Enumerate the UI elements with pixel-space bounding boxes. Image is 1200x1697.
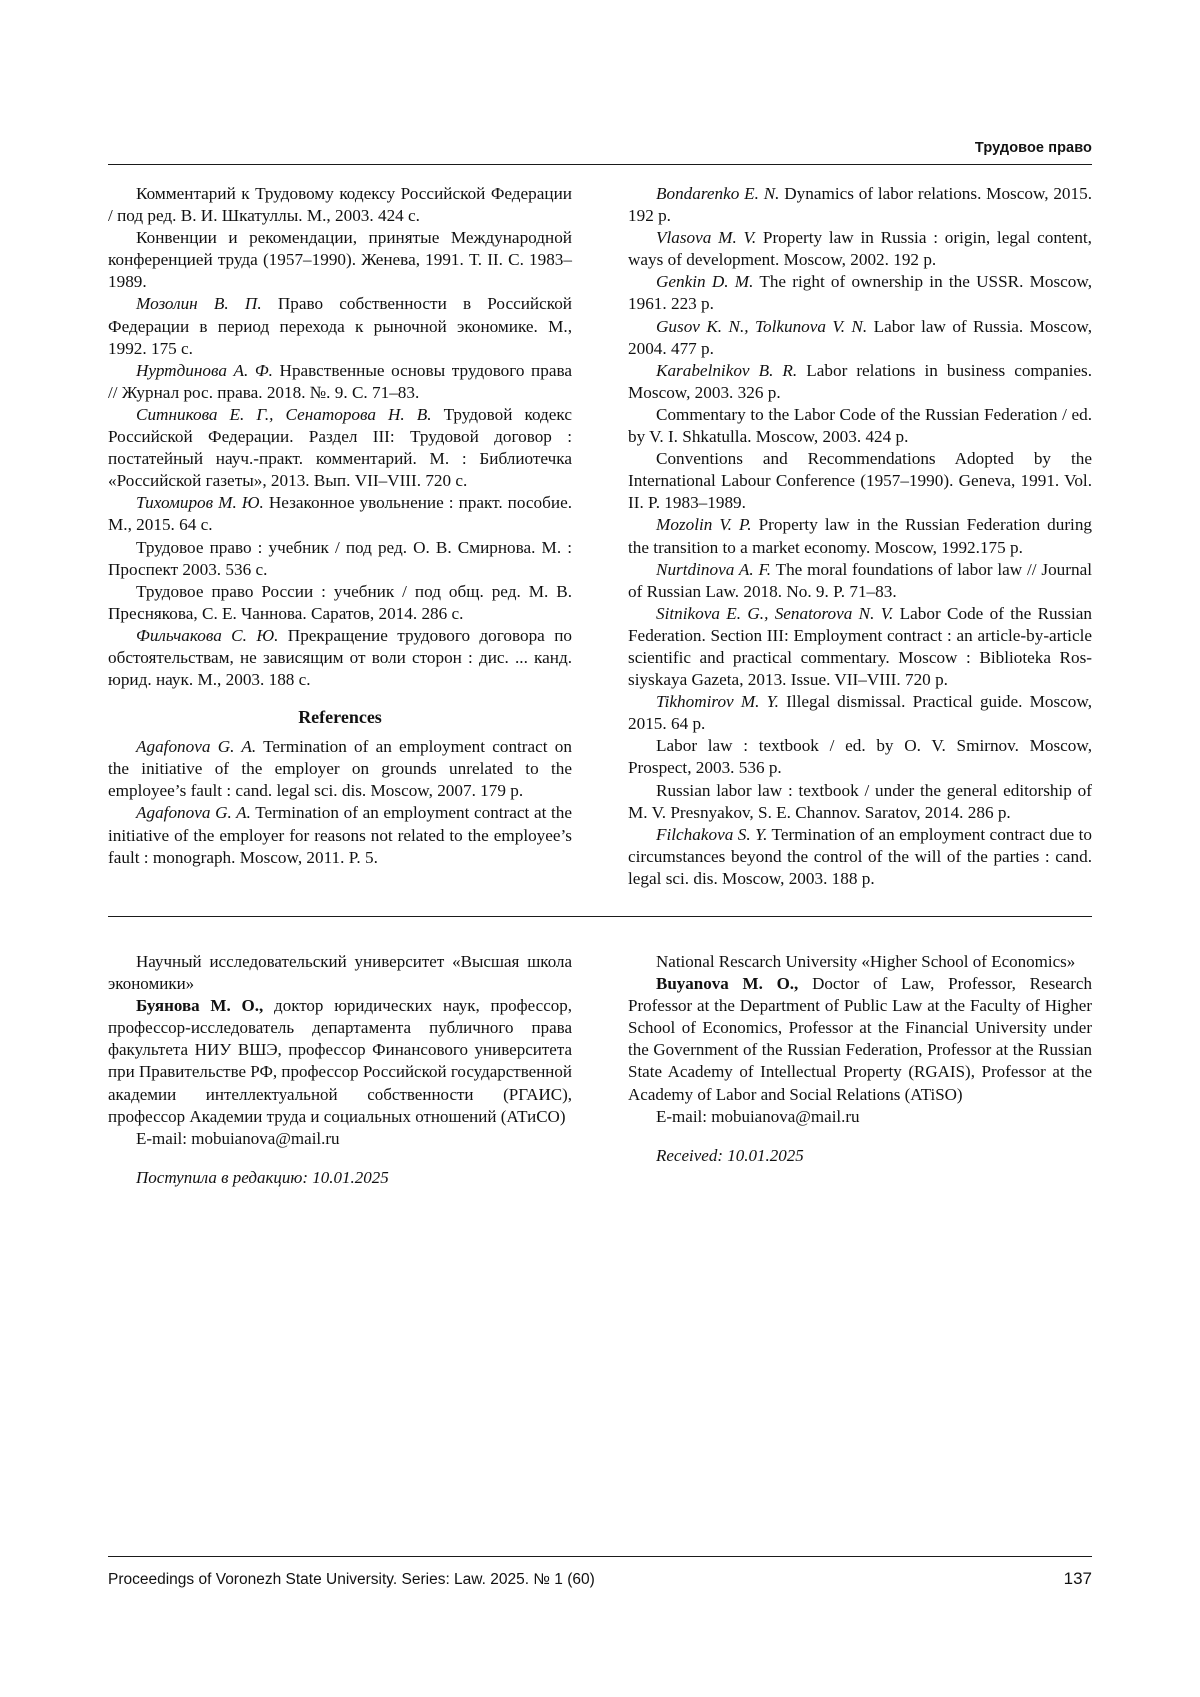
list-item — [628, 514, 1092, 558]
list-item — [108, 404, 572, 492]
ref-author: Filchakova S. Y. — [656, 824, 768, 844]
ref-text: Property law in the Russian Federation during the transition to a market economy. Moscow, 1992.175 p. — [628, 515, 1093, 557]
page-number: 137 — [1063, 1569, 1092, 1588]
ref-text: Labor Code of the Russian Federation. Section III: Employment contract : an article-by-article scientific and practical commentary. Moscow : Biblioteka Ros-siyskaya Gazeta, 2013. Issue. VII–VIII. 720 p. — [628, 603, 1092, 690]
list-item — [108, 492, 572, 536]
list-item — [108, 293, 572, 359]
affiliation-en: National Rescarch University «Higher School of Economics» — [656, 952, 1076, 971]
email-en: E-mail: mobuianova@mail.ru — [656, 1106, 860, 1126]
journal-citation: Proceedings of Voronezh State University. Series: Law. 2025. № 1 (60) — [108, 1571, 595, 1588]
references-heading: References — [298, 707, 382, 728]
ref-text: Labor law : textbook / ed. by O. V. Smirnov. Moscow, Prospect, 2003. 536 p. — [628, 736, 1092, 778]
bib-author: Нуртдинова А. Ф. — [136, 360, 273, 380]
ref-author: Sitnikova E. G., Senatorova N. V. — [656, 603, 894, 623]
list-item — [628, 735, 1092, 779]
bib-author: Тихомиров М. Ю. — [136, 493, 264, 513]
ref-text: Conventions and Recommendations Adopted by the International Labour Conference (1957–1990). Geneva, 1991. Vol. II. P. 1983–1989. — [628, 449, 1092, 513]
bib-text: Прекращение трудового договора по обстоятельствам, не зависящим от воли сторон : дис. ... канд. юрид. наук. М., 2003. 188 с. — [108, 625, 572, 690]
list-item — [108, 537, 572, 581]
ref-author: Mozolin V. P. — [656, 515, 752, 535]
ref-text: Commentary to the Labor Code of the Russian Federation / ed. by V. I. Shkatulla. Moscow, 2003. 424 p. — [628, 404, 1092, 447]
page-content — [108, 140, 1092, 1189]
author-block-en — [628, 973, 1092, 1106]
header-rule — [108, 164, 1092, 165]
bib-text: Незаконное увольнение : практ. пособие. М., 2015. 64 с. — [108, 493, 572, 535]
references-list-left — [108, 736, 572, 869]
ref-text: The right of ownership in the USSR. Moscow, 1961. 223 p. — [628, 272, 1092, 314]
ref-text: Termination of an employment contract due to circumstances beyond the control of the will of the parties : cand. legal sci. dis. Moscow, 2003. 188 p. — [628, 824, 1092, 888]
list-item — [628, 404, 1092, 448]
bib-text: Трудовой кодекс Российской Федерации. Раздел III: Трудовой договор : постатейный науч.-практ. комментарий. М. : Библиотечка «Российской газеты», 2013. Вып. VII–VIII. 720 с. — [108, 404, 572, 491]
ref-text: Property law in Russia : origin, legal content, ways of development. Moscow, 2002. 192 p. — [628, 228, 1092, 270]
list-item — [108, 183, 572, 227]
email-ru: E-mail: mobuianova@mail.ru — [136, 1128, 340, 1148]
bib-text: Конвенции и рекомендации, принятые Международной конференцией труда (1957–1990). Женева, 1991. Т. II. С. 1983–1989. — [108, 228, 572, 292]
ref-author: Nurtdinova A. F. — [656, 559, 772, 579]
author-info-ru — [108, 951, 572, 1189]
list-item — [108, 360, 572, 404]
bib-text: Нравственные основы трудового права // Журнал рос. права. 2018. №. 9. С. 71–83. — [108, 360, 572, 402]
received-en: Received: 10.01.2025 — [656, 1145, 804, 1165]
author-details-ru: доктор юридических наук, профессор, профессор-исследователь департамента публичного права факультета НИУ ВШЭ, профессор Финансового университета при Правительстве РФ, профессор Российской государственной академии интеллектуальной собственности (РГАИС), профессор Академии труда и социальных отношений (АТиСО) — [108, 996, 573, 1126]
left-column — [108, 183, 572, 890]
affiliation-ru: Научный исследовательский университет «Высшая школа экономики» — [108, 952, 572, 994]
ref-author: Gusov K. N., Tolkunova V. N. — [656, 316, 868, 336]
author-details-en: Doctor of Law, Professor, Research Professor at the Department of Public Law at the Faculty of Higher School of Economics, Professor at the Financial University under the Government of the Russian Federation, Professor at the Russian State Academy of Intellectual Property (RGAIS), Professor at the Academy of Labor and Social Relations (ATiSO) — [628, 974, 1092, 1104]
right-column — [628, 183, 1092, 890]
list-item — [628, 691, 1092, 735]
list-item — [108, 625, 572, 691]
bib-text: Трудовое право России : учебник / под общ. ред. М. В. Преснякова, С. Е. Чаннова. Саратов, 2014. 286 с. — [108, 581, 572, 623]
page-footer — [108, 1556, 1092, 1589]
author-info-columns — [108, 951, 1092, 1189]
bib-author: Ситникова Е. Г., Сенаторова Н. В. — [136, 404, 432, 424]
bibliography-list — [108, 183, 572, 691]
bib-text: Право собственности в Российской Федерации в период перехода к рыночной экономике. М., 1992. 175 с. — [108, 294, 572, 358]
ref-author: Genkin D. M. — [656, 272, 754, 292]
list-item — [108, 227, 572, 293]
ref-author: Agafonova G. A. — [136, 803, 251, 823]
received-ru: Поступила в редакцию: 10.01.2025 — [136, 1167, 389, 1187]
ref-author: Bondarenko E. N. — [656, 184, 780, 203]
ref-text: Illegal dismissal. Practical guide. Moscow, 2015. 64 p. — [628, 692, 1092, 734]
list-item — [628, 271, 1092, 315]
bib-author: Фильчакова С. Ю. — [136, 625, 279, 645]
ref-text: Russian labor law : textbook / under the general editorship of M. V. Presnyakov, S. E. Channov. Saratov, 2014. 286 p. — [628, 780, 1092, 822]
ref-text: Dynamics of labor relations. Moscow, 2015. 192 p. — [628, 184, 1092, 226]
ref-text: The moral foundations of labor law // Journal of Russian Law. 2018. No. 9. P. 71–83. — [628, 559, 1092, 601]
bib-text: Трудовое право : учебник / под ред. О. В. Смирнова. М. : Проспект 2003. 536 с. — [108, 537, 572, 579]
ref-text: Labor relations in business companies. Moscow, 2003. 326 p. — [628, 360, 1093, 402]
list-item — [628, 227, 1092, 271]
ref-author: Vlasova M. V. — [656, 228, 757, 248]
author-name-ru: Буянова М. О., — [136, 996, 264, 1016]
list-item — [628, 603, 1092, 691]
list-item — [628, 183, 1092, 227]
ref-text: Termination of an employment contract at the initiative of the employer for reasons not related to the employee’s fault : monograph. Moscow, 2011. P. 5. — [108, 803, 572, 867]
two-column-body — [108, 183, 1092, 890]
ref-text: Termination of an employment contract on the initiative of the employer on grounds unrelated to the employee’s fault : cand. legal sci. dis. Moscow, 2007. 179 p. — [108, 737, 572, 801]
list-item — [628, 316, 1092, 360]
author-name-en: Buyanova M. O., — [656, 974, 799, 994]
running-head: Трудовое право — [974, 140, 1092, 156]
list-item — [628, 780, 1092, 824]
list-item — [108, 581, 572, 625]
list-item — [628, 360, 1092, 404]
section-divider — [108, 916, 1092, 917]
bib-author: Мозолин В. П. — [136, 294, 262, 314]
references-list-right — [628, 183, 1092, 890]
list-item — [108, 802, 572, 868]
bib-text: Комментарий к Трудовому кодексу Российской Федерации / под ред. В. И. Шкатуллы. М., 2003. 424 с. — [108, 184, 572, 226]
section-divider-wrap — [108, 916, 1092, 917]
ref-text: Labor law of Russia. Moscow, 2004. 477 p. — [628, 316, 1092, 358]
list-item — [628, 559, 1092, 603]
ref-author: Karabelnikov B. R. — [656, 360, 798, 380]
list-item — [628, 448, 1092, 514]
author-block-ru — [108, 995, 572, 1128]
ref-author: Tikhomirov M. Y. — [656, 692, 779, 712]
list-item — [108, 736, 572, 802]
list-item — [628, 824, 1092, 890]
ref-author: Agafonova G. A. — [136, 737, 257, 757]
author-info-en — [628, 951, 1092, 1189]
